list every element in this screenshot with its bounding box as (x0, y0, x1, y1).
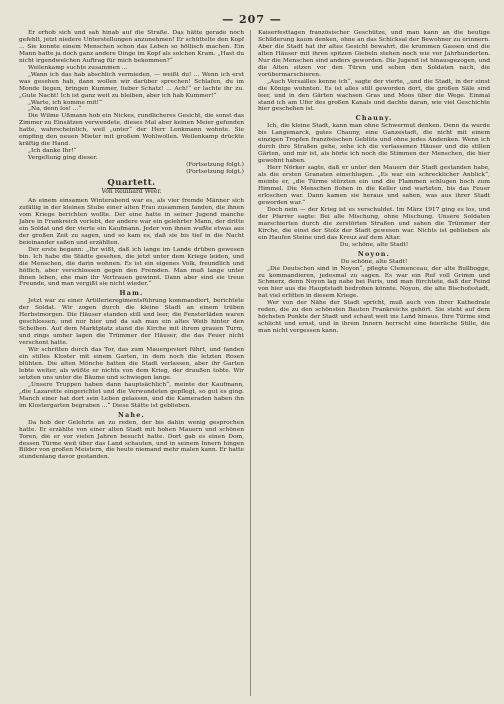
serial-paragraph: „Warte, ich komme mit!“ (28, 99, 103, 106)
closing-line: Du, schöne, alte Stadt! (339, 241, 409, 248)
section-heading-noyon: Noyon. (357, 249, 391, 258)
section-epigraph: Du schöne, alte Stadt! (340, 258, 408, 265)
article-paragraph: An einem einsamen Winterabend war es, als vier fremde Männer sich zufällig in der kleinen Stube einer alten Frau zusammen fanden, die ihnen vom Kriege berichten wollte. Der eine hatte in seiner Jugend manche Jahre in Frankreich verlebt, der andere war ein gelehrter Mann, der dritte ein Soldat und der vierte ein Kaufmann. Jeder von ihnen wußte etwas aus der großen Zeit zu sagen, und so kam es, daß sie bis tief in die Nacht beieinander saßen und erzählten. (19, 198, 244, 246)
left-column (19, 30, 244, 698)
serial-paragraph: Weilenkamp suchte zusammen ... (28, 64, 128, 71)
serial-paragraph: „Na, denn los! ...“ (28, 106, 82, 113)
article-paragraph: Ich, die kleine Stadt, kann man ohne Schwermut denken. Denn da wurde bis Langemarck, gutes Chauny, eine Ganzestadt, die nicht mit einem einzigen Tropfen französischen Geblüts und ohne jedes Andenken. Wenn ich durch ihre Straßen gehe, sehe ich die verlassenen Häuser und die stillen Gärten, und mir ist, als hörte ich noch die Stimmen der Menschen, die hier gewohnt haben. (258, 123, 490, 165)
article-paragraph: „Auch Versailles kenne ich“, sagte der vierte, „und die Stadt, in der einst die Könige wohnten. Es ist alles still geworden dort, die großen Säle sind leer, und in den Gärten wachsen Gras und Moos über die Wege. Einmal stand ich am Ufer des großen Kanals und dachte daran, wie viel Geschichte hier geschehen ist. (258, 78, 490, 113)
serial-paragraph: „Ich danke Ihr!“ (28, 148, 77, 155)
column-divider (250, 30, 251, 696)
article-paragraph: Da hob der Gelehrte an zu reden, der bis dahin wenig gesprochen hatte. Er erzählte von einer alten Stadt mit hohen Mauern und schönen Toren, die er vor vielen Jahren besucht hatte. Dort gab es einen Dom, dessen Türme weit über das Land schauten, und in seinem Innern hingen Bilder von großen Meistern, die heute niemand mehr malen kann. Er hatte stundenlang davor gestanden. (19, 419, 244, 461)
article-paragraph: Wer von der Nähe der Stadt spricht, muß auch von ihrer Kathedrale reden, die zu den schönsten Bauten Frankreichs gehört. Sie steht auf dem höchsten Punkte der Stadt und schaut weit ins Land hinaus. Ihre Türme sind schlicht und ernst, und in ihrem Innern herrscht eine feierliche Stille, die man nicht vergessen kann. (258, 300, 490, 335)
article-paragraph: Doch nein — der Krieg ist es verschuldet. Im März 1917 ging es los, und der Pfarrer sagte: Bei alle Mischung, ohne Mischung. Unsere Soldaten marschierten durch die zerstörten Straßen und sahen die Trümmer der Kirche, die einst der Stolz der Stadt gewesen war. Nichts ist geblieben als ein Haufen Steine und das Kreuz auf dem Altar. (258, 206, 490, 241)
continuation-note: (Fortsetzung folgt.) (186, 169, 244, 176)
section-heading-nahe: Nahe. (118, 410, 145, 419)
article-paragraph: Wir schritten durch das Tor, das zum Mauergeviert führt, und fanden ein stilles Kloster mit einem Garten, in dem noch die letzten Rosen blühten. Die alten Mönche hatten die Stadt verlassen, aber ihr Garten lebte weiter, als wüßte er nichts von dem Krieg, der draußen tobte. Wir setzten uns unter die Bäume und schwiegen lange. (19, 347, 244, 381)
section-heading-chauny: Chauny. (355, 114, 393, 123)
article-paragraph: Der erste begann: „Ihr wißt, daß ich lange im Lande drüben gewesen bin. Ich habe die Städte gesehen, die jetzt unter dem Kriege leiden, und die Menschen, die darin wohnen. Es ist ein eigenes Volk, freundlich und höflich, aber verschlossen gegen den Fremden. Man muß lange unter ihnen leben, ehe man ihr Vertrauen gewinnt. Dann aber sind sie treue Freunde, und man vergißt sie nicht wieder.“ (19, 246, 244, 288)
article-paragraph: „Die Deutschen sind in Noyon“, pflegte Clemenceau, der alte Bullbogge, zu kommandieren, jedesmal zu sagen. Es war ein Ruf voll Grimm und Schmerz, denn Noyon lag nahe bei Paris, und man fürchtete, daß der Feind von hier aus die Hauptstadt bedrohen könnte. Noyon, die alte Bischofsstadt, hat viel erlitten in diesem Kriege. (258, 265, 490, 300)
article-author: Von Reinhard Weer. (101, 188, 162, 196)
serial-paragraph: Er erhob sich und sah hinab auf die Straße. Das hätte gerade noch gefehlt, jetzt niedere Unterstellungen anzunehmen! Er schüttelte den Kopf ... Sie konnte einem Menschen schon das Leben so höllisch machen. Ein Mann hatte ja doch ganz andere Dinge im Kopf als solchen Kram. „Hast du nicht irgendwelchen Auftrag für mich bekommen?“ (19, 30, 244, 64)
article-title-text: Quartett. (107, 178, 156, 189)
article-paragraph: „Unsere Truppen haben dann hauptsächlich“, meinte der Kaufmann, „die Lazarette eingerichtet und die Verwundeten gepflegt, so gut es ging. Manch einer hat dort sein Leben gelassen, und die Kameraden haben ihn im Klostergarten begraben ...“ Diese Stätte ist geblieben. (19, 381, 244, 409)
article-paragraph: Kaiserfesttagen französischer Geschütze, und man kann an die heutige Schilderung kaum denken, ohne an das Schicksal der Bewohner zu erinnern. Aber die Stadt hat ihr altes Gesicht bewahrt, die krummen Gassen und die alten Häuser mit ihren spitzen Giebeln stehen noch wie vor Jahrhunderten. Nur die Menschen sind anders geworden. Die Jugend ist hinausgezogen, und die Alten sitzen vor den Türen und sehen den Soldaten nach, die vorübermarschieren. (258, 30, 490, 78)
article-paragraph: Jetzt war zu einer Artillerieregimentsführung kommandiert, berichtete der Soldat. Wir zogen durch die kleine Stadt an einem trüben Herbstmorgen. Die Häuser standen still und leer, die Fensterläden waren geschlossen, und nur hier und da sah man ein altes Weib hinter den Scheiben. Auf dem Marktplatz stand die Kirche mit ihrem grauen Turm, und rings umher lagen die Trümmer der Häuser, die das Feuer nicht verschont hatte. (19, 298, 244, 347)
serial-paragraph: Vergeltung ging dieser. (28, 155, 98, 162)
continuation-note: (Fortsetzung folgt.) (186, 162, 244, 169)
article-title (19, 178, 244, 188)
serial-paragraph: „Wann ich das hab abschlich vermieden, — weißt du! ... Wenn ich erst was gesehen hab, dann wollen wir darüber sprechen! Schlafen, du im Monde liegen, bringen Kummer, lieber Schatz! ... Ach!“ er lachte ihr zu. „Gute Nacht! Ich ist ganz weit zu bleiben, aber ich hab Kummer!“ (19, 71, 244, 99)
section-heading-ham: Ham. (119, 289, 144, 298)
right-column (258, 30, 490, 698)
article-paragraph: Herr Nörker sagte, daß er unter den Mauern der Stadt gestanden habe, als die ersten Granaten einschlugen. „Es war ein schrecklicher Anblick“, meinte er, „die Türme stürzten ein und die Flammen schlugen hoch zum Himmel. Die Menschen flohen in die Keller und warteten, bis das Feuer erloschen war. Dann kamen sie heraus und sahen, was aus ihrer Stadt geworden war.“ (258, 165, 490, 206)
serial-paragraph: Die Wilme Ußmann hob ein Nickes, rundlicheres Gesicht, die sonst das Zimmer zu Einsätzen verwendete, dieses Mal aber keinen Meier gefunden hatte, wahrscheinlich, weil „unter“ der Herr Lenkmann wohnte. Sie empfing den neuen Mieter mit großem Wohlwollen. Weilenkamp drückte kräftig die Hand. (19, 113, 244, 148)
page-number: — 207 — (222, 13, 282, 26)
